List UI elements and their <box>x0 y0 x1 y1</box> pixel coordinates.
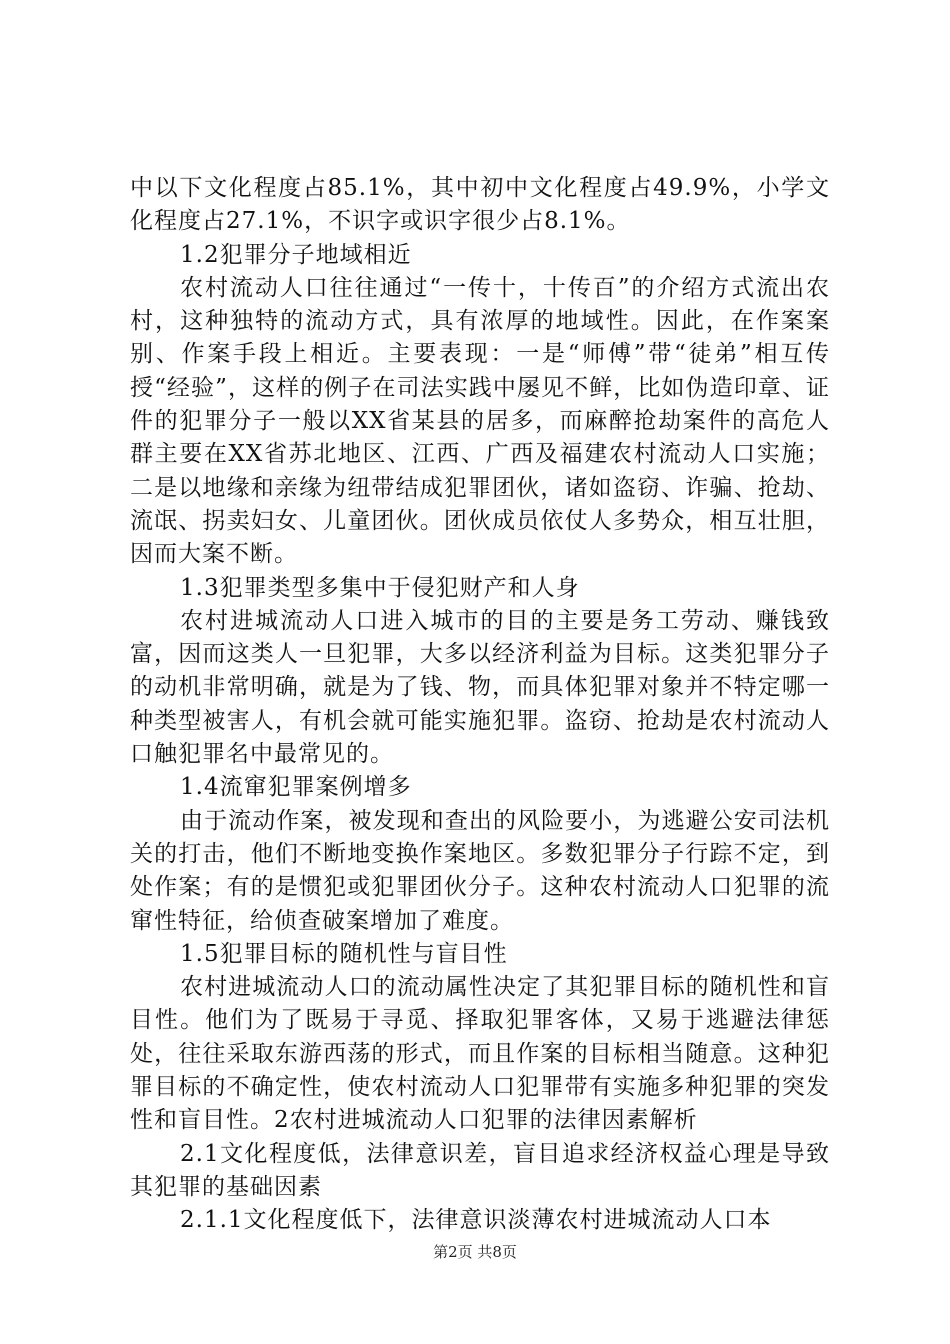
paragraph-roaming-crime: 由于流动作案，被发现和查出的风险要小，为逃避公安司法机关的打击，他们不断地变换作案地区。多数犯罪分子行踪不定，到处作案；有的是惯犯或犯罪团伙分子。这种农村流动人口犯罪的流窜性特征，给侦查破案增加了难度。 <box>130 807 830 934</box>
page-footer: 第2页 共8页 <box>433 1243 517 1261</box>
document-body <box>130 172 830 1238</box>
paragraph-regional-similarity: 农村流动人口往往通过“一传十，十传百”的介绍方式流出农村，这种独特的流动方式，具有浓厚的地域性。因此，在作案案别、作案手段上相近。主要表现：一是“师傅”带“徒弟”相互传授“经验”，这样的例子在司法实践中屡见不鲜，比如伪造印章、证件的犯罪分子一般以XX省某县的居多，而麻醉抢劫案件的高危人群主要在XX省苏北地区、江西、广西及福建农村流动人口实施；二是以地缘和亲缘为纽带结成犯罪团伙，诸如盗窃、诈骗、抢劫、流氓、拐卖妇女、儿童团伙。团伙成员依仗人多势众，相互壮胆，因而大案不断。 <box>130 274 830 568</box>
paragraph-crime-types: 农村进城流动人口进入城市的目的主要是务工劳动、赚钱致富，因而这类人一旦犯罪，大多以经济利益为目标。这类犯罪分子的动机非常明确，就是为了钱、物，而具体犯罪对象并不特定哪一种类型被害人，有机会就可能实施犯罪。盗窃、抢劫是农村流动人口触犯罪名中最常见的。 <box>130 607 830 768</box>
section-heading-1-2: 1.2犯罪分子地域相近 <box>180 241 412 268</box>
section-heading-1-3: 1.3犯罪类型多集中于侵犯财产和人身 <box>180 574 580 601</box>
section-heading-1-5: 1.5犯罪目标的随机性与盲目性 <box>180 940 508 967</box>
section-heading-2-1-1: 2.1.1文化程度低下，法律意识淡薄农村进城流动人口本 <box>180 1207 772 1234</box>
section-heading-1-4: 1.4流窜犯罪案例增多 <box>180 774 412 801</box>
paragraph-education-stats: 中以下文化程度占85.1%，其中初中文化程度占49.9%，小学文化程度占27.1%，不识字或识字很少占8.1%。 <box>130 175 830 235</box>
section-heading-2-1: 2.1文化程度低，法律意识差，盲目追求经济权益心理是导致其犯罪的基础因素 <box>130 1140 830 1200</box>
paragraph-random-targets: 农村进城流动人口的流动属性决定了其犯罪目标的随机性和盲目性。他们为了既易于寻觅、择取犯罪客体，又易于逃避法律惩处，往往采取东游西荡的形式，而且作案的目标相当随意。这种犯罪目标的不确定性，使农村流动人口犯罪带有实施多种犯罪的突发性和盲目性。2农村进城流动人口犯罪的法律因素解析 <box>130 974 830 1134</box>
